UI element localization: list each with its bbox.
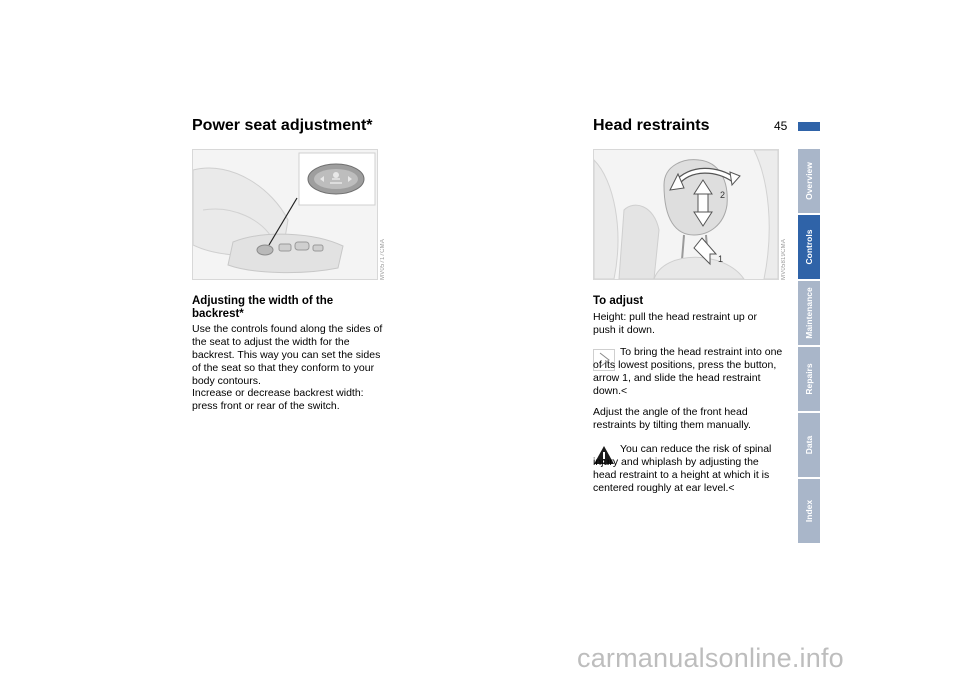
arrow-label-1: 1 — [718, 254, 724, 264]
left-figure-code: MV05717CMA — [380, 238, 386, 280]
tab-overview-label: Overview — [804, 162, 814, 200]
tab-maintenance[interactable] — [798, 281, 820, 345]
lowest-position-note: To bring the head restraint into one of its lowest positions, press the button, arrow 1, and slide the head restraint down.< — [593, 346, 783, 397]
page-number: 45 — [774, 119, 788, 133]
backrest-width-paragraph: Use the controls found along the sides of the seat to adjust the width for the backrest. This way you can set the sides of the seat so that they conform to your body contours. — [192, 323, 383, 387]
watermark-url: carmanualsonline.info — [577, 643, 844, 673]
head-restraint-illustration — [593, 149, 779, 280]
tab-index[interactable] — [798, 479, 820, 543]
to-adjust-heading: To adjust — [593, 295, 644, 307]
tab-maintenance-label: Maintenance — [804, 287, 814, 339]
right-figure-code: MV05819CMA — [781, 238, 787, 280]
arrow-label-2: 2 — [720, 190, 726, 200]
tab-controls-label: Controls — [804, 229, 814, 265]
tab-controls[interactable] — [798, 215, 820, 279]
page-accent-bar — [798, 122, 820, 131]
head-restraint-drawing — [594, 150, 778, 279]
whiplash-warning: You can reduce the risk of spinal injury and whiplash by adjusting the head restraint to a height at which it is centered roughly at ear level.< — [593, 443, 772, 494]
tab-repairs[interactable] — [798, 347, 820, 411]
tab-data-label: Data — [804, 435, 814, 455]
seat-controls-drawing — [193, 150, 377, 279]
right-page-title: Head restraints — [593, 117, 710, 134]
tab-data[interactable] — [798, 413, 820, 477]
seat-controls-illustration — [192, 149, 378, 280]
height-adjust-paragraph: Height: pull the head restraint up or push it down. — [593, 311, 758, 336]
angle-adjust-paragraph: Adjust the angle of the front head restraints by tilting them manually. — [593, 406, 751, 431]
backrest-width-heading: Adjusting the width of the backrest* — [192, 295, 334, 320]
tab-overview[interactable] — [798, 149, 820, 213]
tab-index-label: Index — [804, 499, 814, 523]
tab-repairs-label: Repairs — [804, 363, 814, 395]
backrest-width-instruction: Increase or decrease backrest width: press front or rear of the switch. — [192, 387, 364, 412]
left-page-title: Power seat adjustment* — [192, 117, 373, 134]
